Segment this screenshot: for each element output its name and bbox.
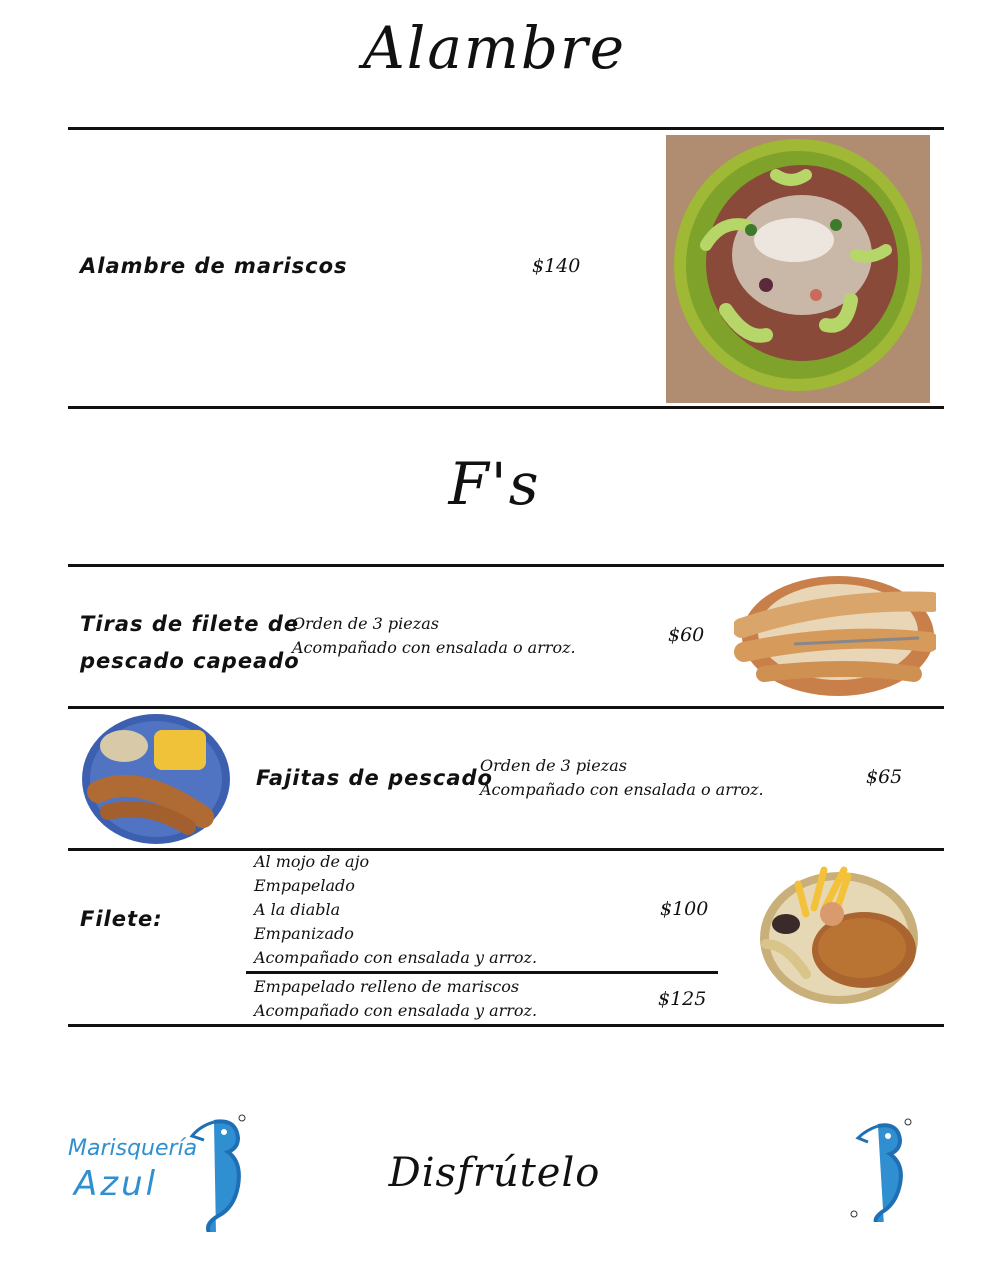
divider (68, 406, 944, 409)
filete-option: Empanizado (254, 924, 354, 943)
price-filete-relleno: $125 (658, 988, 707, 1010)
desc-filete-relleno-line1: Empapelado relleno de mariscos (254, 977, 520, 996)
price-filete: $100 (660, 898, 709, 920)
item-name-fajitas: Fajitas de pescado (256, 766, 493, 790)
seahorse-icon (848, 1114, 918, 1222)
breaded-fillet-plate-image (758, 864, 920, 1006)
filete-options (254, 850, 537, 970)
item-name-tiras-line1: Tiras de filete de (80, 612, 300, 636)
filete-option: Empapelado (254, 876, 355, 895)
desc-fajitas-line1: Orden de 3 piezas (480, 756, 627, 775)
fajitas-photo (80, 712, 232, 846)
item-name-tiras-line2: pescado capeado (80, 649, 300, 673)
filete-option: A la diabla (254, 900, 341, 919)
price-alambre: $140 (532, 255, 581, 277)
section-title-alambre: Alambre (362, 14, 627, 82)
section-title-fs: F's (448, 450, 541, 518)
divider (68, 706, 944, 709)
item-name-filete: Filete: (80, 907, 163, 931)
desc-tiras (292, 612, 576, 660)
logo-text-line2: Azul (74, 1164, 159, 1204)
price-tiras: $60 (668, 624, 705, 646)
seafood-alambre-plate-image (666, 135, 930, 403)
fish-fajitas-plate-image (80, 712, 232, 846)
desc-fajitas (480, 754, 764, 802)
filete-option: Acompañado con ensalada y arroz. (254, 948, 538, 967)
logo-text-line1: Marisquería (68, 1136, 198, 1161)
divider (68, 127, 944, 130)
alambre-photo (666, 135, 930, 403)
filete-photo (758, 864, 920, 1006)
desc-filete-relleno-line2: Acompañado con ensalada y arroz. (254, 1001, 538, 1020)
tagline: Disfrútelo (388, 1150, 601, 1196)
desc-tiras-line2: Acompañado con ensalada o arroz. (292, 638, 576, 657)
price-fajitas: $65 (866, 766, 903, 788)
desc-filete-relleno (254, 975, 537, 1023)
tiras-photo (734, 572, 936, 700)
filete-option: Al mojo de ajo (254, 852, 370, 871)
desc-fajitas-line2: Acompañado con ensalada o arroz. (480, 780, 764, 799)
divider (68, 1024, 944, 1027)
battered-fish-strips-image (734, 572, 936, 700)
item-name-alambre: Alambre de mariscos (80, 254, 348, 278)
item-name-tiras (80, 606, 300, 680)
divider (68, 564, 944, 567)
desc-tiras-line1: Orden de 3 piezas (292, 614, 439, 633)
divider (246, 971, 718, 974)
